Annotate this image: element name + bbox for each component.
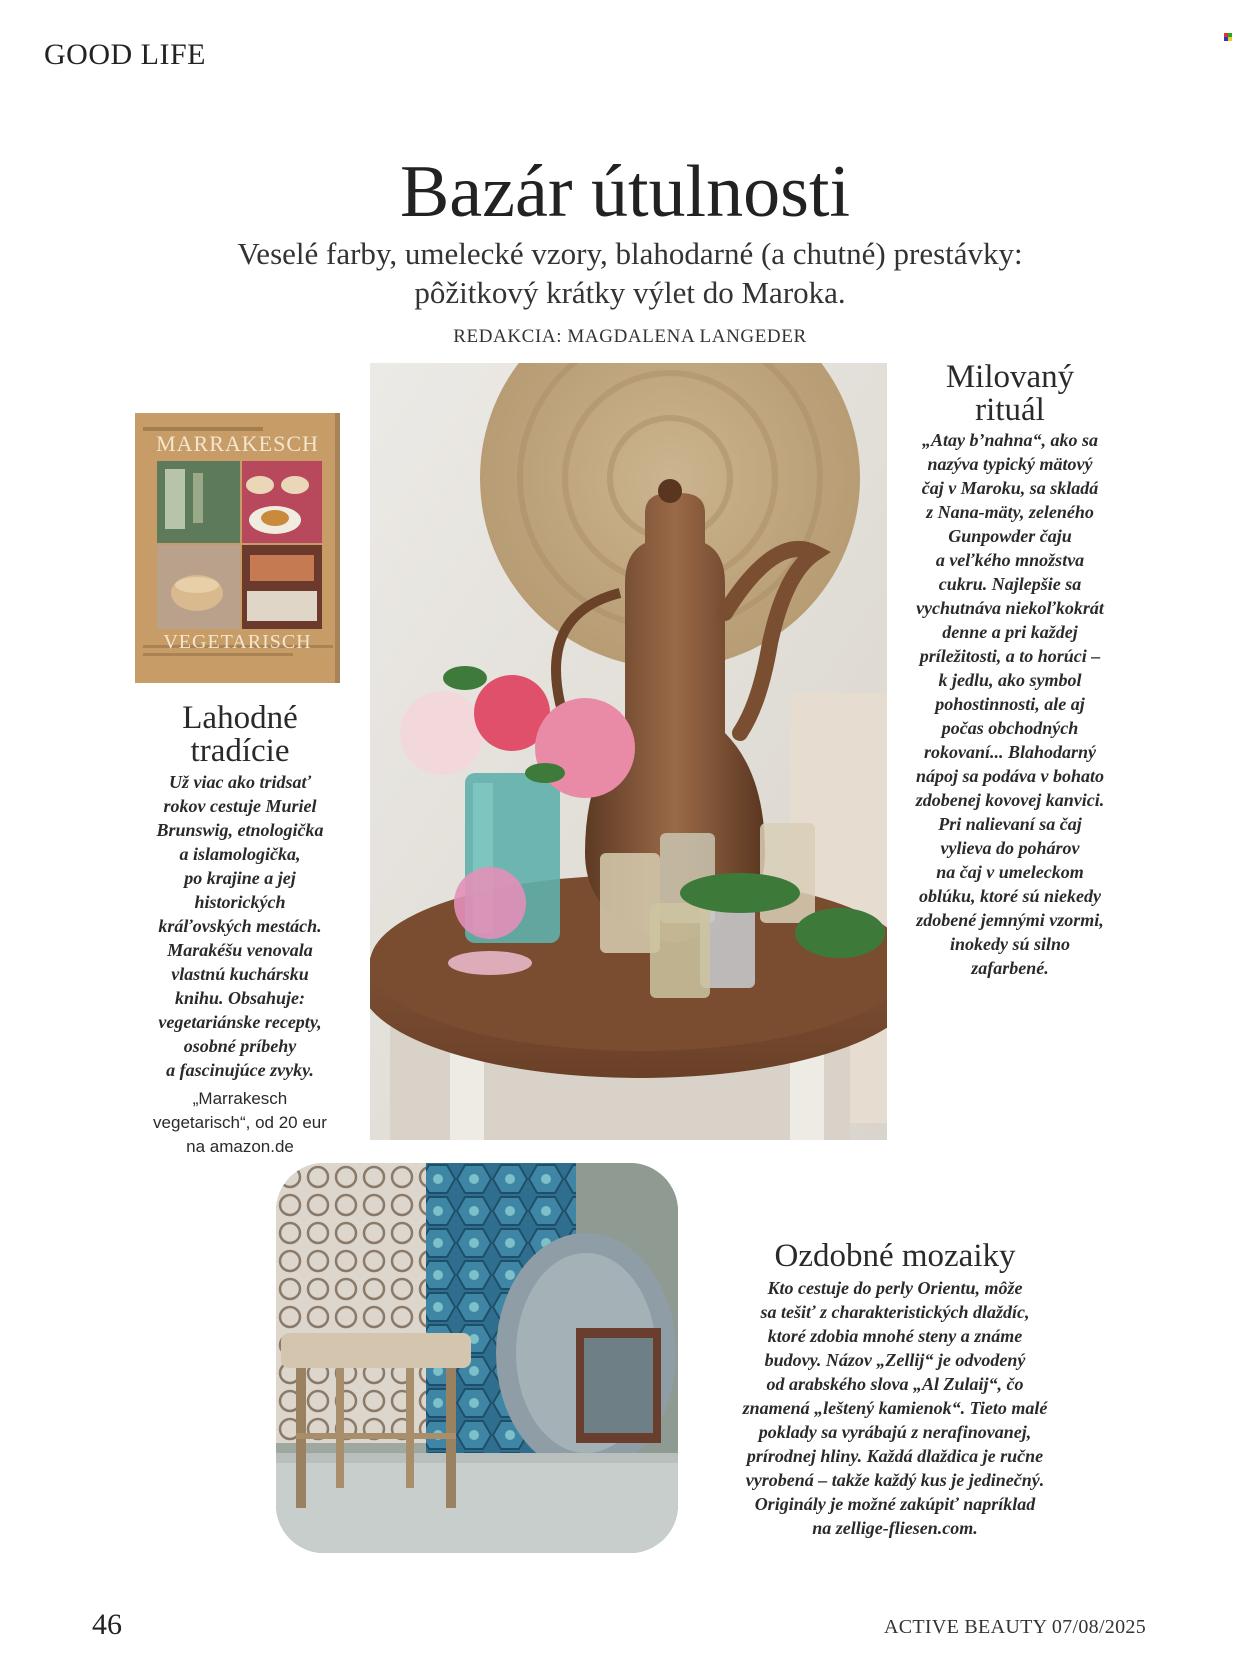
credit-line: na amazon.de	[186, 1137, 294, 1156]
text-line: vegetariánske recepty,	[158, 1012, 322, 1032]
text-line: počas obchodných	[941, 718, 1079, 738]
article-title: Bazár útulnosti	[399, 151, 851, 233]
text-line: od arabského slova „Al Zulaij“, čo	[766, 1374, 1024, 1394]
ritual-heading	[900, 361, 1120, 427]
text-line: poklady sa vyrábajú z nerafinovanej,	[758, 1422, 1032, 1442]
book-heading	[120, 702, 360, 768]
page-number: 46	[92, 1608, 122, 1641]
heading-line: rituál	[975, 392, 1045, 428]
text-line: Kto cestuje do perly Orientu, môže	[767, 1278, 1023, 1298]
text-line: po krajine a jej	[184, 868, 296, 888]
mosaic-heading: Ozdobné mozaiky	[774, 1238, 1016, 1274]
issue-label: ACTIVE BEAUTY 07/08/2025	[884, 1616, 1146, 1638]
text-line: Brunswig, etnologička	[156, 820, 324, 840]
text-line: príležitosti, a to horúci –	[919, 646, 1101, 666]
text-line: sa tešiť z charakteristických dlaždíc,	[760, 1302, 1030, 1322]
text-line: knihu. Obsahuje:	[174, 988, 306, 1008]
text-line: zdobenej kovovej kanvici.	[915, 790, 1105, 810]
tea-still-life-photo	[370, 363, 887, 1140]
text-line: čaj v Maroku, sa skladá	[921, 478, 1099, 498]
ritual-body	[895, 428, 1125, 980]
text-line: kráľovských mestách.	[158, 916, 322, 936]
article-subtitle	[150, 234, 1110, 312]
subtitle-line: pôžitkový krátky výlet do Maroka.	[414, 275, 846, 310]
text-line: „Atay b’nahna“, ako sa	[921, 430, 1099, 450]
text-line: historických	[194, 892, 286, 912]
text-line: znamená „leštený kamienok“. Tieto malé	[742, 1398, 1048, 1418]
text-line: k jedlu, ako symbol	[938, 670, 1082, 690]
book-cover-title: MARRAKESCH	[156, 431, 319, 456]
byline: REDAKCIA: MAGDALENA LANGEDER	[453, 326, 807, 347]
section-label: GOOD LIFE	[44, 38, 206, 71]
book-cover-image	[135, 413, 340, 683]
text-line: a fascinujúce zvyky.	[166, 1060, 314, 1080]
text-line: rokovaní... Blahodarný	[923, 742, 1097, 762]
subtitle-line: Veselé farby, umelecké vzory, blahodarné (a chutné) prestávky:	[237, 236, 1023, 271]
text-line: zafarbené.	[971, 958, 1049, 978]
text-line: Marakéšu venovala	[167, 940, 313, 960]
text-line: prírodnej hliny. Každá dlaždica je ručne	[746, 1446, 1044, 1466]
text-line: osobné príbehy	[183, 1036, 297, 1056]
text-line: vylieva do pohárov	[940, 838, 1080, 858]
book-credit	[115, 1087, 365, 1159]
text-line: vlastnú kuchársku	[171, 964, 309, 984]
text-line: Gunpowder čaju	[948, 526, 1072, 546]
text-line: pohostinnosti, ale aj	[935, 694, 1085, 714]
text-line: a veľkého množstva	[935, 550, 1085, 570]
text-line: denne a pri každej	[942, 622, 1078, 642]
book-cover-subtitle: VEGETARISCH	[163, 631, 312, 653]
text-line: Originály je možné zakúpiť napríklad	[754, 1494, 1036, 1514]
color-mark-icon	[1224, 33, 1232, 41]
book-body	[115, 770, 365, 1082]
text-line: inokedy sú silno	[949, 934, 1071, 954]
text-line: a islamologička,	[179, 844, 301, 864]
heading-line: Lahodné	[182, 700, 298, 736]
text-line: z Nana-mäty, zeleného	[926, 502, 1094, 522]
text-line: ktoré zdobia mnohé steny a známe	[767, 1326, 1023, 1346]
text-line: rokov cestuje Muriel	[163, 796, 317, 816]
text-line: na čaj v umeleckom	[936, 862, 1084, 882]
text-line: zdobené jemnými vzormi,	[916, 910, 1104, 930]
credit-line: „Marrakesch	[192, 1089, 288, 1108]
text-line: Už viac ako tridsať	[168, 772, 312, 792]
text-line: vychutnáva niekoľkokrát	[916, 598, 1104, 618]
text-line: budovy. Názov „Zellij“ je odvodený	[764, 1350, 1026, 1370]
text-line: Pri nalievaní sa čaj	[938, 814, 1082, 834]
text-line: vyrobená – takže každý kus je jedinečný.	[745, 1470, 1045, 1490]
text-line: nápoj sa podáva v bohato	[915, 766, 1104, 786]
text-line: na zellige-fliesen.com.	[812, 1518, 978, 1538]
mosaic-photo-illustration	[276, 1163, 678, 1553]
credit-line: vegetarisch“, od 20 eur	[153, 1113, 327, 1132]
mosaic-tiles-photo	[276, 1163, 678, 1553]
heading-line: tradície	[190, 733, 290, 769]
text-line: nazýva typický mätový	[927, 454, 1093, 474]
text-line: cukru. Najlepšie sa	[938, 574, 1082, 594]
heading-line: Milovaný	[945, 359, 1075, 395]
text-line: oblúku, ktoré sú niekedy	[918, 886, 1101, 906]
mosaic-body	[690, 1276, 1100, 1540]
tea-photo-illustration	[370, 363, 887, 1140]
